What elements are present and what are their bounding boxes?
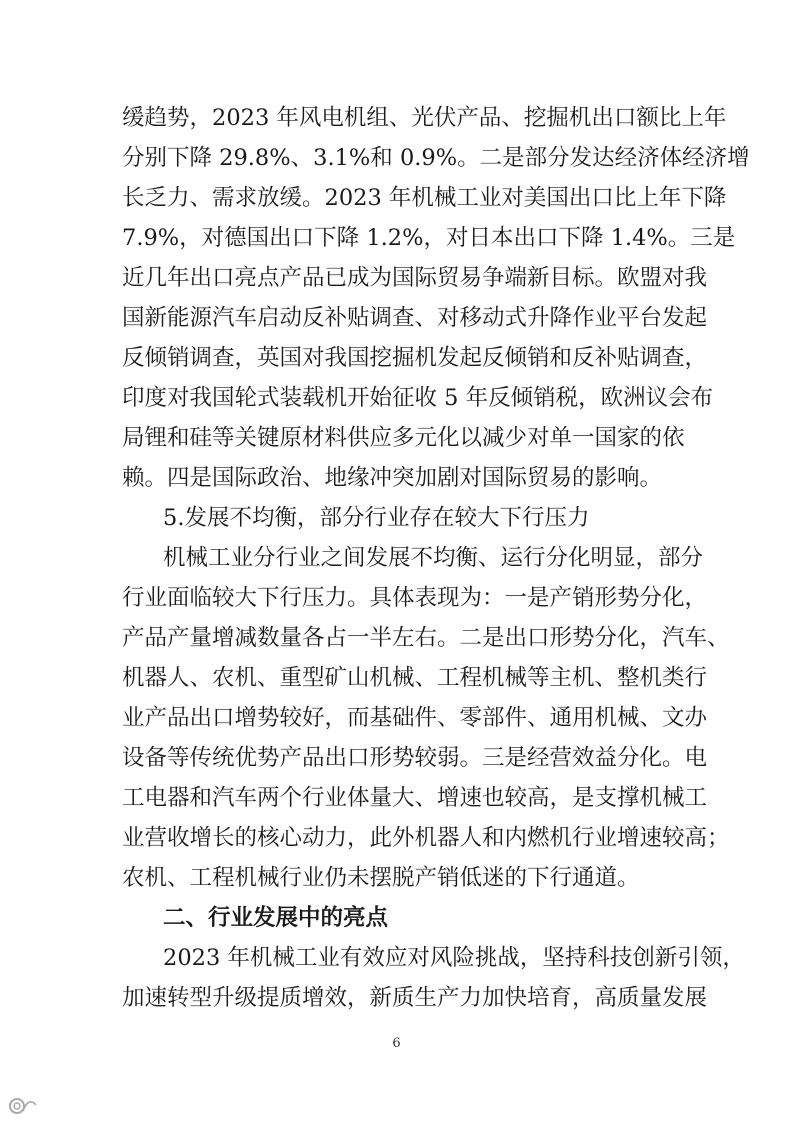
paragraph-line: 印度对我国轮式装载机开始征收 5 年反倾销税，欧洲议会布 <box>122 385 714 411</box>
paragraph-line: 长乏力、需求放缓。2023 年机械工业对美国出口比上年下降 <box>122 185 727 211</box>
paragraph-line: 缓趋势，2023 年风电机组、光伏产品、挖掘机出口额比上年 <box>122 105 727 131</box>
paragraph-line: 业营收增长的核心动力，此外机器人和内燃机行业增速较高； <box>122 825 730 851</box>
paragraph-line: 2023 年机械工业有效应对风险挑战，坚持科技创新引领， <box>163 945 745 971</box>
watermark <box>8 1096 38 1116</box>
paragraph-line: 反倾销调查，英国对我国挖掘机发起反倾销和反补贴调查， <box>122 345 708 371</box>
paragraph-line: 机械工业分行业之间发展不均衡、运行分化明显，部分 <box>163 545 704 571</box>
paragraph-line: 加速转型升级提质增效，新质生产力加快培育，高质量发展 <box>122 985 708 1011</box>
paragraph-line: 工电器和汽车两个行业体量大、增速也较高，是支撑机械工 <box>122 785 708 811</box>
page-number: 6 <box>392 1036 401 1051</box>
paragraph-line: 机器人、农机、重型矿山机械、工程机械等主机、整机类行 <box>122 665 708 691</box>
paragraph-line: 局锂和硅等关键原材料供应多元化以减少对单一国家的依 <box>122 425 685 451</box>
paragraph-line: 国新能源汽车启动反补贴调查、对移动式升降作业平台发起 <box>122 305 708 331</box>
watermark-logo-icon <box>8 1097 38 1115</box>
paragraph-line: 7.9%，对德国出口下降 1.2%，对日本出口下降 1.4%。三是 <box>122 225 736 251</box>
paragraph-line: 设备等传统优势产品出口形势较弱。三是经营效益分化。电 <box>122 745 708 771</box>
paragraph-line: 分别下降 29.8%、3.1%和 0.9%。二是部分发达经济体经济增 <box>122 145 750 171</box>
section-subheading: 5.发展不均衡，部分行业存在较大下行压力 <box>163 505 590 531</box>
paragraph-line: 业产品出口增势较好，而基础件、零部件、通用机械、文办 <box>122 705 708 731</box>
section-heading: 二、行业发展中的亮点 <box>163 905 389 931</box>
paragraph-line: 行业面临较大下行压力。具体表现为：一是产销形势分化， <box>122 585 708 611</box>
paragraph-line: 赖。四是国际政治、地缘冲突加剧对国际贸易的影响。 <box>122 465 663 491</box>
paragraph-line: 农机、工程机械行业仍未摆脱产销低迷的下行通道。 <box>122 865 640 891</box>
paragraph-line: 产品产量增减数量各占一半左右。二是出口形势分化，汽车、 <box>122 625 730 651</box>
paragraph-line: 近几年出口亮点产品已成为国际贸易争端新目标。欧盟对我 <box>122 265 708 291</box>
